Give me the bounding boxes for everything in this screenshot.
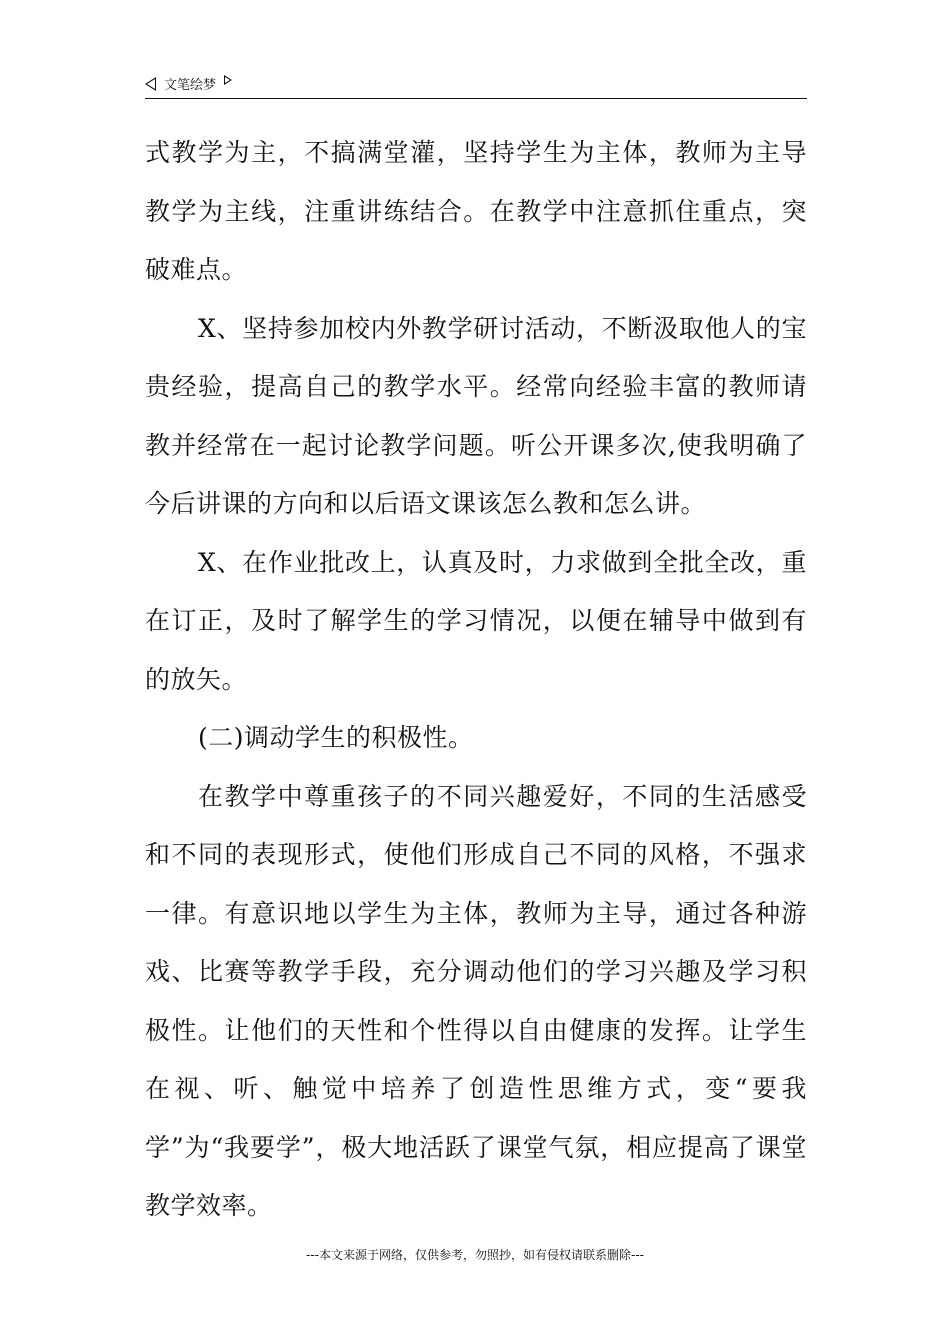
left-triangle-icon xyxy=(145,77,156,91)
paragraph-continuation: 式教学为主，不搞满堂灌，坚持学生为主体，教师为主导教学为主线，注重讲练结合。在教学中注意抓住重点，突破难点。 xyxy=(145,138,807,284)
page-footer-notice: ---本文来源于网络，仅供参考，勿照抄，如有侵权请联系删除--- xyxy=(306,1248,644,1262)
paragraph-research-activities: X、坚持参加校内外教学研讨活动，不断汲取他人的宝贵经验，提高自己的教学水平。经常向经验丰富的教师请教并经常在一起讨论教学问题。听公开课多次,使我明确了今后讲课的方向和以后语文课该怎么教和怎么讲。 xyxy=(145,313,807,518)
section-heading: (二)调动学生的积极性。 xyxy=(198,723,474,752)
header-brand: 文笔绘梦 xyxy=(164,78,217,93)
right-triangle-icon xyxy=(224,75,232,85)
page-header xyxy=(145,72,807,99)
header-brand-row xyxy=(145,74,232,93)
document-body xyxy=(145,124,807,1236)
paragraph-student-motivation: 在教学中尊重孩子的不同兴趣爱好，不同的生活感受和不同的表现形式，使他们形成自己不同的风格，不强求一律。有意识地以学生为主体，教师为主导，通过各种游戏、比赛等教学手段，充分调动他们的学习兴趣及学习积极性。让他们的天性和个性得以自由健康的发挥。让学生在视、听、触觉中培养了创造性思维方式，变“要我学”为“我要学”，极大地活跃了课堂气氛，相应提高了课堂教学效率。 xyxy=(145,781,807,1220)
paragraph-homework-grading: X、在作业批改上，认真及时，力求做到全批全改，重在订正，及时了解学生的学习情况，以便在辅导中做到有的放矢。 xyxy=(145,547,807,694)
